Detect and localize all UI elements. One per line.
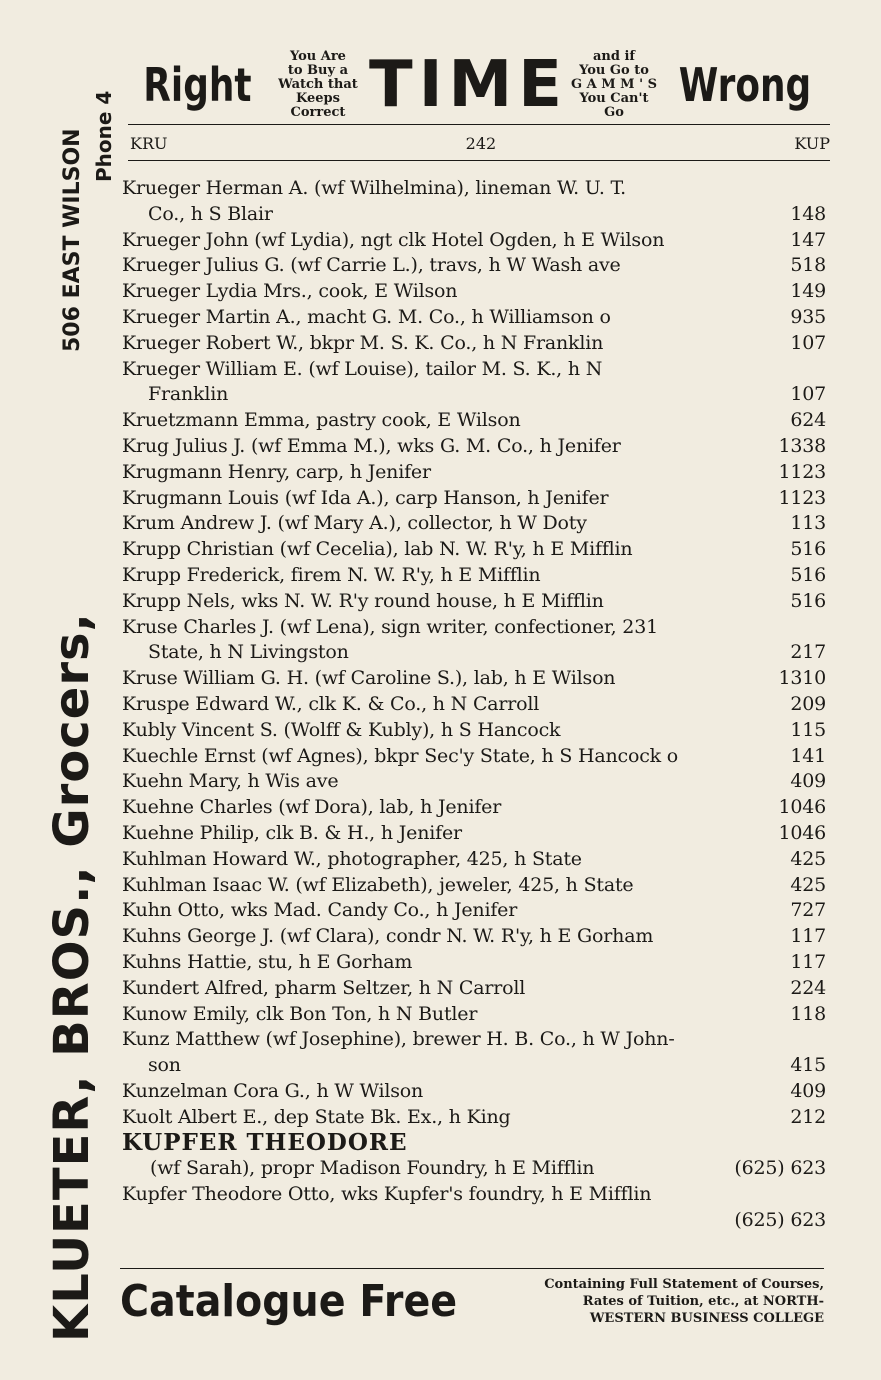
entry-number: 409	[790, 770, 826, 793]
banner-left-word: Right	[143, 58, 252, 112]
entry-number: 415	[790, 1054, 826, 1077]
banner-left-text	[267, 50, 369, 120]
entry-text: Co., h S Blair	[148, 202, 273, 225]
directory-entry	[122, 769, 830, 795]
entry-text: Kuhlman Isaac W. (wf Elizabeth), jeweler, 425, h State	[122, 873, 634, 896]
header-right-guide: KUP	[794, 134, 830, 153]
entry-number: 113	[790, 512, 826, 535]
footer-advert-line: Rates of Tuition, etc., at NORTH-	[582, 1294, 824, 1309]
entry-text: Krueger William E. (wf Louise), tailor M. S. K., h N	[122, 357, 603, 380]
entry-number: 624	[790, 409, 826, 432]
entry-number: 212	[790, 1105, 826, 1128]
directory-entry	[122, 1053, 830, 1079]
entry-number: 115	[790, 718, 826, 741]
top-banner-advert	[128, 48, 830, 122]
entry-number: 425	[790, 873, 826, 896]
directory-entry	[122, 537, 830, 563]
entry-text: Kunow Emily, clk Bon Ton, h N Butler	[122, 1002, 478, 1025]
entry-text: Krupp Christian (wf Cecelia), lab N. W. R'y, h E Mifflin	[122, 538, 633, 561]
banner-right-line: and if	[592, 49, 636, 64]
footer-advert-text	[530, 1276, 824, 1327]
banner-left-line: to Buy a	[287, 63, 349, 78]
directory-entry	[122, 486, 830, 512]
entry-text: Krueger Lydia Mrs., cook, E Wilson	[122, 280, 458, 303]
entry-text: Kuhns Hattie, stu, h E Gorham	[122, 950, 413, 973]
entry-heading	[122, 1130, 830, 1156]
directory-entry	[122, 692, 830, 718]
directory-entry	[122, 434, 830, 460]
header-left-guide: KRU	[130, 134, 168, 153]
directory-entry	[122, 1079, 830, 1105]
entry-text: Krupp Frederick, firem N. W. R'y, h E Mifflin	[122, 563, 541, 586]
entry-number: 1046	[778, 821, 826, 844]
directory-entry	[122, 563, 830, 589]
directory-entry	[122, 279, 830, 305]
directory-entry	[122, 873, 830, 899]
entry-text: Kuhn Otto, wks Mad. Candy Co., h Jenifer	[122, 899, 518, 922]
entry-number: 224	[790, 976, 826, 999]
entry-text: son	[148, 1054, 181, 1077]
directory-entry	[122, 1182, 830, 1208]
directory-entry	[122, 821, 830, 847]
directory-entry	[122, 511, 830, 537]
entry-number: 1046	[778, 796, 826, 819]
entry-number: (625) 623	[734, 1208, 826, 1231]
entry-text: (wf Sarah), propr Madison Foundry, h E Mifflin	[150, 1157, 595, 1180]
sidebar-advert-address: 506 EAST WILSON	[60, 128, 85, 352]
directory-entry	[122, 305, 830, 331]
footer-rule	[120, 1268, 824, 1269]
directory-entry	[122, 331, 830, 357]
entry-number: (625) 623	[734, 1157, 826, 1180]
entry-number: 117	[790, 950, 826, 973]
directory-listing	[122, 176, 830, 1234]
footer-advert-line: WESTERN BUSINESS COLLEGE	[589, 1311, 824, 1326]
directory-entry	[122, 795, 830, 821]
directory-entry	[122, 976, 830, 1002]
entry-text: Kuehne Philip, clk B. & H., h Jenifer	[122, 821, 462, 844]
entry-number: 118	[790, 1002, 826, 1025]
entry-text: Kundert Alfred, pharm Seltzer, h N Carroll	[122, 976, 526, 999]
entry-number: 1123	[778, 460, 826, 483]
directory-entry	[122, 898, 830, 924]
directory-entry	[122, 640, 830, 666]
entry-text: Kruetzmann Emma, pastry cook, E Wilson	[122, 409, 521, 432]
banner-right-line: G A M M ' S	[571, 77, 657, 92]
entry-number: 1123	[778, 486, 826, 509]
banner-right-word: Wrong	[678, 58, 812, 112]
entry-number: 1338	[778, 434, 826, 457]
banner-center-word: TIME	[369, 48, 568, 122]
header-rule-bottom	[128, 160, 830, 161]
entry-text: Kuhns George J. (wf Clara), condr N. W. R'y, h E Gorham	[122, 925, 654, 948]
entry-text: Krupp Nels, wks N. W. R'y round house, h E Mifflin	[122, 589, 604, 612]
entry-text: Krueger John (wf Lydia), ngt clk Hotel Ogden, h E Wilson	[122, 228, 665, 251]
directory-entry	[122, 408, 830, 434]
entry-text: Kuhlman Howard W., photographer, 425, h State	[122, 847, 582, 870]
entry-number: 516	[790, 563, 826, 586]
banner-left-line: You Are	[289, 49, 346, 64]
directory-entry	[122, 589, 830, 615]
entry-text: Kuechle Ernst (wf Agnes), bkpr Sec'y State, h S Hancock o	[122, 744, 679, 767]
entry-number: 149	[790, 280, 826, 303]
entry-number: 727	[790, 899, 826, 922]
entry-text: Kubly Vincent S. (Wolff & Kubly), h S Hancock	[122, 718, 561, 741]
entry-number: 117	[790, 925, 826, 948]
sidebar-advert	[44, 52, 114, 1342]
entry-text: Kunzelman Cora G., h W Wilson	[122, 1079, 424, 1102]
directory-entry	[122, 1105, 830, 1131]
banner-right-text	[568, 50, 660, 120]
entry-text: Krug Julius J. (wf Emma M.), wks G. M. Co., h Jenifer	[122, 434, 621, 457]
entry-text: Krum Andrew J. (wf Mary A.), collector, h W Doty	[122, 512, 587, 535]
directory-entry	[122, 357, 830, 383]
sidebar-advert-name: KLUETER, BROS., Grocers,	[44, 612, 100, 1342]
entry-text: Kruse Charles J. (wf Lena), sign writer, confectioner, 231	[122, 615, 658, 638]
directory-entry	[122, 1002, 830, 1028]
entry-text: Kuehn Mary, h Wis ave	[122, 770, 339, 793]
directory-entry	[122, 744, 830, 770]
header-rule-top	[128, 124, 830, 125]
entry-number: 217	[790, 641, 826, 664]
entry-number: 935	[790, 305, 826, 328]
directory-entry	[122, 1208, 830, 1234]
directory-entry	[122, 202, 830, 228]
entry-number: 107	[790, 331, 826, 354]
entry-text: State, h N Livingston	[148, 641, 349, 664]
sidebar-advert-phone: Phone 4	[92, 90, 116, 182]
banner-right-line: You Can't Go	[579, 91, 649, 120]
directory-entry	[122, 176, 830, 202]
entry-text: Kunz Matthew (wf Josephine), brewer H. B. Co., h W John-	[122, 1028, 675, 1051]
directory-entry	[122, 615, 830, 641]
directory-entry	[122, 253, 830, 279]
directory-entry	[122, 666, 830, 692]
directory-entry	[122, 382, 830, 408]
entry-text: Krueger Julius G. (wf Carrie L.), travs, h W Wash ave	[122, 254, 621, 277]
entry-text: Krueger Robert W., bkpr M. S. K. Co., h N Franklin	[122, 331, 604, 354]
page-header	[130, 134, 830, 154]
entry-number: 1310	[778, 667, 826, 690]
entry-text: Kruspe Edward W., clk K. & Co., h N Carroll	[122, 692, 540, 715]
directory-entry	[122, 1027, 830, 1053]
entry-number: 209	[790, 692, 826, 715]
directory-entry	[122, 460, 830, 486]
entry-text: Kuehne Charles (wf Dora), lab, h Jenifer	[122, 796, 502, 819]
footer-advert-headline: Catalogue Free	[120, 1276, 458, 1327]
entry-number: 516	[790, 589, 826, 612]
directory-entry	[122, 228, 830, 254]
entry-text: Franklin	[148, 383, 229, 406]
entry-text: Kuolt Albert E., dep State Bk. Ex., h King	[122, 1105, 511, 1128]
directory-entry	[122, 718, 830, 744]
entry-number: 147	[790, 228, 826, 251]
entry-text: Kupfer Theodore Otto, wks Kupfer's foundry, h E Mifflin	[122, 1183, 652, 1206]
entry-number: 141	[790, 744, 826, 767]
entry-number: 107	[790, 383, 826, 406]
banner-right-line: You Go to	[579, 63, 649, 78]
directory-entry	[122, 847, 830, 873]
entry-text: Krugmann Henry, carp, h Jenifer	[122, 460, 431, 483]
entry-text: Krueger Herman A. (wf Wilhelmina), lineman W. U. T.	[122, 177, 627, 199]
footer-advert-line: Containing Full Statement of Courses,	[544, 1277, 824, 1292]
entry-text: KUPFER THEODORE	[122, 1129, 408, 1157]
entry-text: Kruse William G. H. (wf Caroline S.), lab, h E Wilson	[122, 667, 616, 690]
entry-number: 409	[790, 1079, 826, 1102]
entry-text: Krueger Martin A., macht G. M. Co., h Williamson o	[122, 305, 611, 328]
entry-text: Krugmann Louis (wf Ida A.), carp Hanson, h Jenifer	[122, 486, 609, 509]
entry-number: 518	[790, 254, 826, 277]
directory-entry	[122, 924, 830, 950]
directory-entry	[122, 950, 830, 976]
banner-left-line: Watch that	[278, 77, 358, 92]
entry-number: 425	[790, 847, 826, 870]
entry-number: 516	[790, 538, 826, 561]
directory-entry	[122, 1156, 830, 1182]
page-number: 242	[465, 134, 497, 153]
banner-left-line: Keeps Correct	[290, 91, 346, 120]
entry-number: 148	[790, 202, 826, 225]
